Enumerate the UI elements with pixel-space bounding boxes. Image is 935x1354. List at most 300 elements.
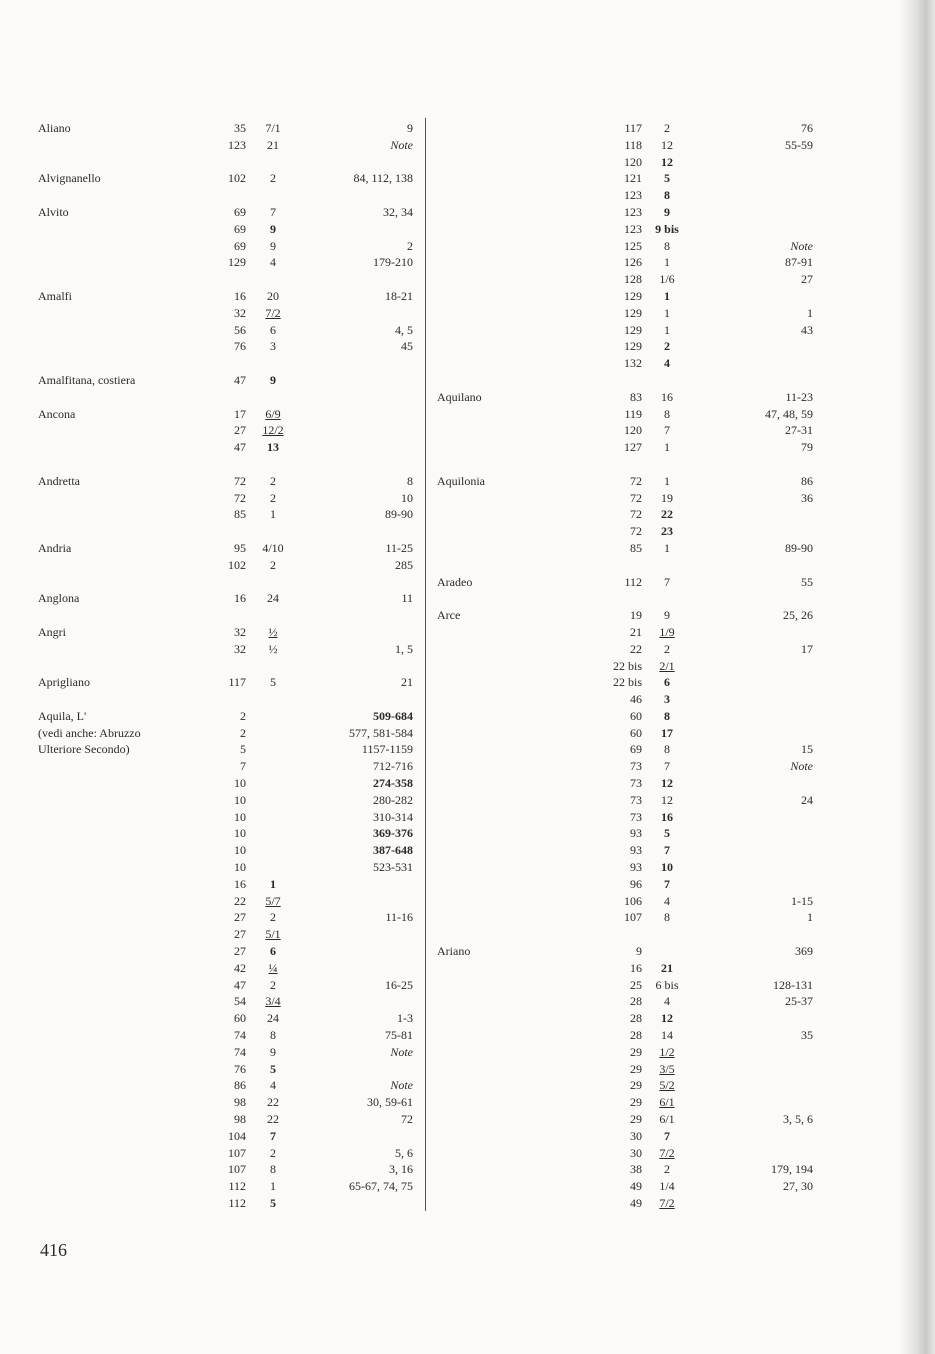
page-reference: Note [390,1078,413,1093]
reference-row [218,238,413,255]
document-number: 3/4 [265,994,281,1009]
reference-rows [567,389,813,456]
document-number: 9 [270,372,276,387]
page-reference [300,1128,413,1145]
place-name-line: Ancona [38,406,76,421]
reference-row [218,288,413,305]
reference-row [218,1077,413,1094]
page-reference: 1, 5 [395,641,413,656]
page-reference: 25, 26 [783,608,813,623]
document-number: 7 [664,843,670,858]
document-number: 1 [664,540,670,555]
document-number: 21 [661,960,673,975]
reference-row [218,372,413,389]
page-reference: Note [790,238,813,253]
document-number: 7 [270,1128,276,1143]
page-reference [692,1077,813,1094]
page-reference [300,960,413,977]
reference-rows [218,372,413,389]
page-reference [692,154,813,171]
volume-number: 10 [234,776,246,791]
volume-number: 123 [624,188,642,203]
document-number: 1 [270,876,276,891]
page-reference [692,1044,813,1061]
page-reference [300,372,413,389]
page-reference [692,338,813,355]
reference-row [218,254,413,271]
page-reference [692,775,813,792]
reference-row [218,221,413,238]
reference-row [218,1195,413,1212]
volume-number: 27 [234,927,246,942]
document-number: 22 [661,507,673,522]
document-number: 2 [664,121,670,135]
volume-number: 30 [630,1145,642,1160]
page-reference: 47, 48, 59 [765,406,813,421]
page-reference: 2 [407,238,413,253]
document-number: 1 [664,322,670,337]
index-entry [38,540,418,574]
page-reference [692,674,813,691]
page-reference [692,859,813,876]
reference-row [567,389,813,406]
page-reference [300,876,413,893]
reference-row [218,170,413,187]
document-number: 19 [661,490,673,505]
page-reference: 27, 30 [783,1179,813,1194]
reference-row [567,624,813,641]
volume-number: 10 [234,792,246,807]
document-number: 2 [270,1145,276,1160]
document-number: ¼ [268,960,278,975]
document-number: 1/4 [659,1179,675,1194]
document-number [246,842,300,859]
page-reference: 27 [801,272,813,287]
volume-number: 60 [630,725,642,740]
reference-rows [218,120,413,154]
page-reference: 21 [401,675,413,690]
document-number: 4 [664,356,670,371]
document-number: 4 [664,994,670,1009]
volume-number: 123 [624,204,642,219]
reference-rows [218,708,413,1212]
volume-number: 93 [630,843,642,858]
document-number: 5 [664,171,670,186]
document-number: 3/5 [659,1061,675,1076]
index-entry [38,372,418,389]
index-entry [437,120,822,372]
volume-number: 73 [630,759,642,774]
page-reference [692,691,813,708]
volume-number: 28 [630,1028,642,1043]
index-entry [38,590,418,607]
volume-number: 22 bis [612,675,642,690]
reference-rows [218,170,413,187]
reference-row [567,137,813,154]
volume-number: 128 [624,272,642,287]
page-reference: 1 [807,305,813,320]
page-reference [300,1061,413,1078]
reference-row [567,1010,813,1027]
document-number: 8 [270,1028,276,1043]
page-reference: 387-648 [373,843,413,858]
volume-number: 10 [234,860,246,875]
volume-number: 29 [630,1044,642,1059]
reference-row [218,422,413,439]
document-number: 12/2 [262,423,284,438]
page-reference [300,221,413,238]
page-reference: 3, 5, 6 [783,1112,813,1127]
page-reference [300,422,413,439]
page-reference [300,305,413,322]
reference-row [567,741,813,758]
volume-number: 72 [234,473,246,488]
document-number: 2 [270,490,276,505]
document-number: 20 [267,288,279,303]
volume-number: 85 [234,507,246,522]
reference-row [218,1044,413,1061]
reference-row [218,137,413,154]
volume-number: 46 [630,692,642,707]
document-number: 6 [270,944,276,959]
document-number: 1 [664,305,670,320]
reference-row [567,909,813,926]
page-reference [300,943,413,960]
reference-row [567,775,813,792]
page-reference [692,1061,813,1078]
page-reference [300,624,413,641]
reference-rows [567,574,813,591]
volume-number: 120 [624,423,642,438]
place-name-line: Angri [38,624,66,639]
document-number [246,775,300,792]
reference-row [567,1044,813,1061]
document-number: 6/1 [659,1112,675,1127]
volume-number: 54 [234,994,246,1009]
page-reference [692,1195,813,1212]
place-name [38,590,218,607]
volume-number: 129 [228,255,246,270]
document-number: 14 [661,1028,673,1043]
page-reference [692,708,813,725]
reference-row [218,338,413,355]
page-reference [692,876,813,893]
page-reference [300,926,413,943]
page-reference [692,187,813,204]
reference-row [218,490,413,507]
page-reference: 84, 112, 138 [353,171,413,186]
place-name-line: Aprigliano [38,675,90,690]
reference-row [567,674,813,691]
reference-row [567,792,813,809]
reference-row [218,1128,413,1145]
page-reference: 15 [801,742,813,757]
document-number: 8 [270,1162,276,1177]
document-number [246,741,300,758]
document-number: 4/10 [262,540,284,555]
reference-row [567,1077,813,1094]
place-name-line: Amalfi [38,288,72,303]
volume-number: 118 [624,137,642,152]
volume-number: 112 [228,1179,246,1194]
volume-number: 16 [234,876,246,891]
document-number: 23 [661,524,673,539]
document-number: 9 [270,238,276,253]
reference-row [218,893,413,910]
document-number [246,725,300,742]
place-name-line: Aquilonia [437,473,485,488]
page-reference: 76 [801,121,813,135]
volume-number: 42 [234,960,246,975]
document-number [246,859,300,876]
volume-number: 76 [234,1061,246,1076]
volume-number: 96 [630,876,642,891]
document-number: 7 [664,759,670,774]
volume-number: 121 [624,171,642,186]
document-number: 12 [661,154,673,169]
reference-row [218,943,413,960]
volume-number: 47 [234,977,246,992]
index-entry [38,708,418,1212]
reference-row [567,725,813,742]
reference-row [567,406,813,423]
page-reference: 9 [407,121,413,135]
reference-row [567,1027,813,1044]
volume-number: 47 [234,372,246,387]
document-number: 2 [664,339,670,354]
reference-row [218,641,413,658]
place-name-line: Aquilano [437,389,482,404]
page-reference: 1-15 [791,893,813,908]
volume-number: 28 [630,1011,642,1026]
volume-number: 29 [630,1061,642,1076]
document-number: ½ [268,624,278,639]
document-number: 13 [267,440,279,455]
page-reference: 18-21 [385,288,413,303]
document-number: 7/2 [265,305,281,320]
document-number: 12 [661,137,673,152]
volume-number: 93 [630,826,642,841]
page-reference: 87-91 [785,255,813,270]
volume-number: 32 [234,305,246,320]
reference-row [567,809,813,826]
reference-rows [218,406,413,456]
page-reference: 310-314 [373,809,413,824]
reference-row [567,506,813,523]
reference-row [567,490,813,507]
document-number: 9 [270,1044,276,1059]
document-number: 8 [664,742,670,757]
place-name [38,170,218,187]
reference-row [218,741,413,758]
document-number: 7/1 [265,121,281,135]
volume-number: 32 [234,624,246,639]
reference-row [218,977,413,994]
place-name [38,624,218,641]
place-name-line: Aradeo [437,574,473,589]
page-reference: 11-25 [385,540,413,555]
volume-number: 32 [234,641,246,656]
page-reference [692,204,813,221]
document-number: 7 [664,574,670,589]
index-entry [437,607,822,926]
reference-row [567,574,813,591]
page-reference: 27-31 [785,423,813,438]
reference-row [218,1145,413,1162]
volume-number: 123 [228,137,246,152]
place-name-line: Amalfitana, costiera [38,372,136,387]
volume-number: 60 [630,708,642,723]
place-name [38,120,218,137]
document-number: 1 [270,1179,276,1194]
reference-row [567,271,813,288]
page-reference: 16-25 [385,977,413,992]
reference-rows [218,288,413,355]
page-reference: 86 [801,473,813,488]
page-reference: 369-376 [373,826,413,841]
page-reference: 75-81 [385,1028,413,1043]
volume-number: 29 [630,1095,642,1110]
document-number [246,825,300,842]
volume-number: 72 [630,524,642,539]
volume-number: 16 [234,288,246,303]
volume-number: 117 [228,675,246,690]
document-number: 12 [661,1011,673,1026]
place-name-line: Alvignanello [38,171,101,186]
volume-number: 29 [630,1112,642,1127]
reference-rows [218,590,413,607]
reference-row [567,204,813,221]
document-number: 8 [664,708,670,723]
page-reference: 577, 581-584 [349,725,413,740]
reference-row [567,641,813,658]
reference-row [218,305,413,322]
page-reference: Note [390,1044,413,1059]
reference-row [567,1128,813,1145]
document-number: 6 [270,322,276,337]
reference-row [218,540,413,557]
volume-number: 35 [234,121,246,135]
reference-row [218,825,413,842]
volume-number: 22 bis [612,658,642,673]
document-number: 24 [267,591,279,606]
reference-row [218,859,413,876]
volume-number: 132 [624,356,642,371]
volume-number: 72 [630,507,642,522]
reference-row [567,238,813,255]
volume-number: 27 [234,910,246,925]
volume-number: 120 [624,154,642,169]
volume-number: 86 [234,1078,246,1093]
document-number: 1 [664,440,670,455]
page-reference: 3, 16 [389,1162,413,1177]
volume-number: 49 [630,1196,642,1210]
index-entry [437,389,822,456]
volume-number: 7 [240,759,246,774]
document-number: 1/9 [659,624,675,639]
reference-row [567,154,813,171]
document-number: 12 [661,776,673,791]
reference-row [567,523,813,540]
volume-number: 72 [630,473,642,488]
place-name [38,288,218,305]
page-reference [692,221,813,238]
reference-row [567,288,813,305]
page-reference: 43 [801,322,813,337]
volume-number: 93 [630,860,642,875]
reference-row [567,422,813,439]
reference-row [218,1061,413,1078]
page-reference [692,960,813,977]
place-name [38,540,218,557]
volume-number: 22 [630,641,642,656]
volume-number: 9 [636,944,642,959]
document-number: 9 [270,221,276,236]
document-number: 6 [664,675,670,690]
volume-number: 28 [630,994,642,1009]
document-number: 1/6 [659,272,675,287]
page-reference: 128-131 [773,977,813,992]
page-reference: 10 [401,490,413,505]
index-entry [437,574,822,591]
document-number [642,943,692,960]
reference-row [567,943,813,960]
volume-number: 27 [234,423,246,438]
volume-number: 72 [630,490,642,505]
document-number: 2 [270,977,276,992]
document-number: 9 [664,608,670,623]
document-number: 3 [664,692,670,707]
reference-row [567,977,813,994]
reference-row [218,473,413,490]
page-reference: 55 [801,574,813,589]
volume-number: 126 [624,255,642,270]
reference-rows [567,943,813,1212]
reference-row [567,1145,813,1162]
reference-row [218,708,413,725]
page-reference: 285 [395,557,413,572]
volume-number: 30 [630,1128,642,1143]
place-name [437,607,567,624]
index-entry [437,943,822,1212]
place-name-line: Anglona [38,591,80,606]
index-entry [38,406,418,456]
volume-number: 60 [234,1011,246,1026]
reference-row [218,1161,413,1178]
page-reference [692,624,813,641]
page-reference: Note [390,137,413,152]
reference-row [567,254,813,271]
volume-number: 27 [234,944,246,959]
document-number: 5/2 [659,1078,675,1093]
volume-number: 112 [228,1196,246,1210]
volume-number: 69 [234,204,246,219]
volume-number: 83 [630,389,642,404]
page-reference: Note [790,759,813,774]
column-divider [425,118,426,1211]
document-number: 8 [664,238,670,253]
page-reference: 30, 59-61 [367,1095,413,1110]
reference-row [218,204,413,221]
volume-number: 129 [624,305,642,320]
volume-number: 125 [624,238,642,253]
page-reference [300,993,413,1010]
volume-number: 2 [240,725,246,740]
page-reference [692,506,813,523]
document-number: 10 [661,860,673,875]
reference-row [567,170,813,187]
page-reference [692,658,813,675]
